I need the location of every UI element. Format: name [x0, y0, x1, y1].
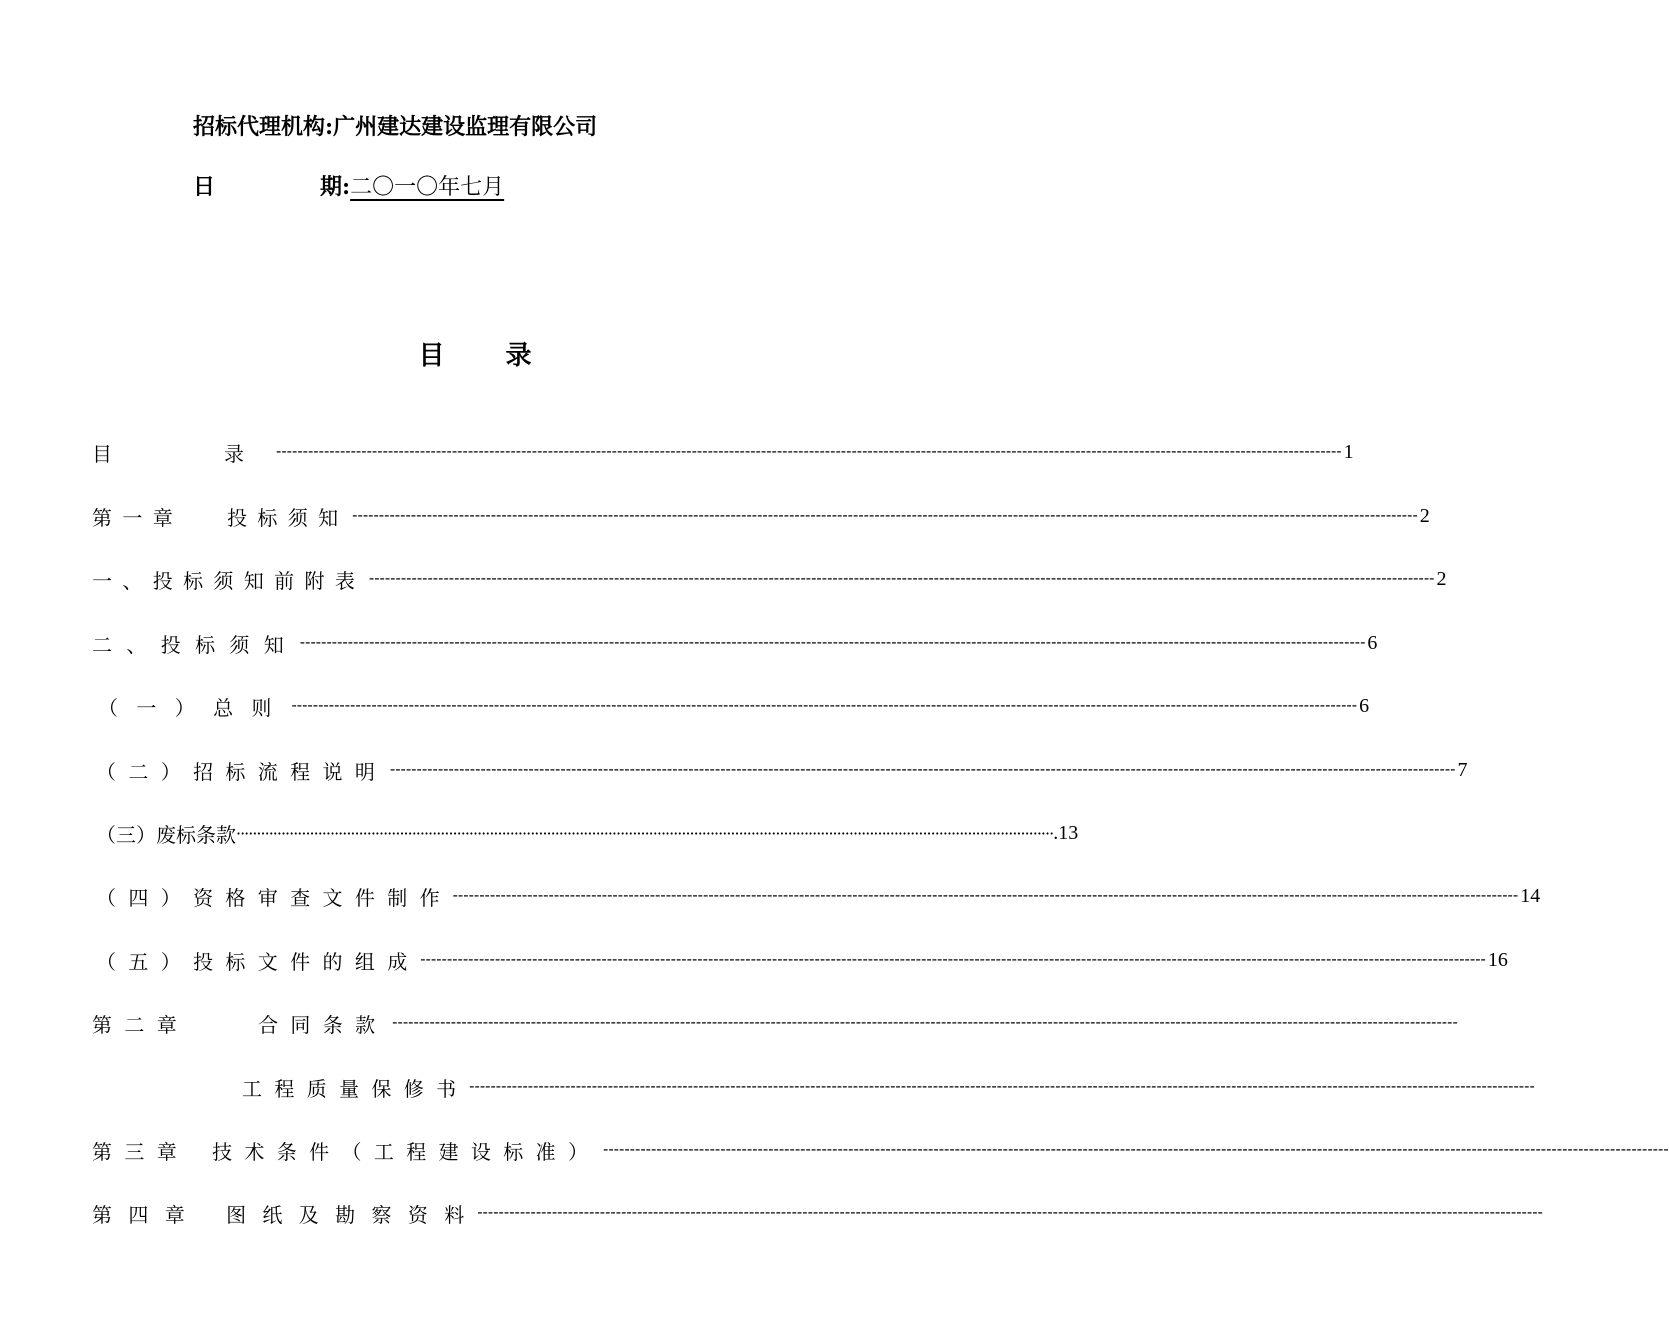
toc-leader: --------------------------------------------------------------------------------------------------------------------------------------------------------------------------------------------------------: [291, 697, 1358, 714]
toc-entry-label: 第 一 章 投 标 须 知: [92, 505, 341, 530]
toc-entry-label: 工 程 质 量 保 修 书: [242, 1076, 460, 1101]
toc-leader: --------------------------------------------------------------------------------------------------------------------------------------------------------------------------------------------------------: [392, 1014, 1458, 1031]
toc-entry-label: 二 、 投 标 须 知: [92, 632, 288, 657]
toc-entry-page: 14: [1520, 884, 1541, 907]
toc-entry[interactable]: [92, 881, 1541, 911]
toc-title: 目 录: [418, 341, 558, 371]
toc-leader: --------------------------------------------------------------------------------------------------------------------------------------------------------------------------------------------------------: [420, 951, 1486, 968]
toc-entry-label: 第 二 章 合 同 条 款: [92, 1012, 379, 1037]
toc-entry[interactable]: [92, 437, 1354, 467]
toc-leader: --------------------------------------------------------------------------------------------------------------------------------------------------------------------------------------------------------: [469, 1078, 1535, 1095]
toc-entry-label: 一 、 投 标 须 知 前 附 表: [92, 568, 357, 593]
toc-entry-label: 第 三 章 技 术 条 件 （ 工 程 建 设 标 准 ）: [92, 1139, 592, 1164]
toc-entry[interactable]: [92, 1135, 1669, 1165]
toc-leader: --------------------------------------------------------------------------------------------------------------------------------------------------------------------------------------------------------: [299, 634, 1366, 651]
toc-entry[interactable]: [92, 945, 1508, 975]
toc-entry-label: （ 四 ） 资 格 审 查 文 件 制 作: [96, 885, 443, 910]
toc-entry[interactable]: [92, 1008, 1458, 1038]
date-label-a: 日: [193, 174, 216, 200]
date-label-b: 期:: [320, 174, 351, 200]
toc-entry-page: 2: [1436, 567, 1447, 590]
toc-entry-page: 16: [1487, 948, 1508, 971]
toc-entry[interactable]: [92, 1198, 1543, 1228]
toc-entry-label: （ 二 ） 招 标 流 程 说 明: [96, 759, 378, 784]
toc-entry[interactable]: [92, 1072, 1535, 1102]
date-row: [193, 170, 504, 201]
toc-entry-label: 目 录: [92, 441, 246, 466]
toc-entry[interactable]: [92, 755, 1468, 785]
toc-entry-label: （ 一 ） 总 则: [98, 695, 278, 720]
toc-leader: --------------------------------------------------------------------------------------------------------------------------------------------------------------------------------------------------------: [452, 887, 1519, 904]
toc-entry-label: （ 五 ） 投 标 文 件 的 组 成: [96, 949, 411, 974]
toc-entry-page: 7: [1457, 758, 1468, 781]
toc-entry-page: 2: [1419, 504, 1430, 527]
toc-entry[interactable]: [92, 564, 1447, 594]
toc-entry[interactable]: [92, 818, 1079, 848]
toc-entry[interactable]: [92, 691, 1370, 721]
toc-entry[interactable]: [92, 628, 1378, 658]
toc-leader: ········································································································································································································: [236, 823, 1054, 843]
agency-row: [193, 110, 597, 141]
toc-entry-label: （三）废标条款: [96, 822, 236, 847]
toc-leader: --------------------------------------------------------------------------------------------------------------------------------------------------------------------------------------------------------: [477, 1204, 1543, 1221]
toc-leader: --------------------------------------------------------------------------------------------------------------------------------------------------------------------------------------------------------: [603, 1141, 1669, 1158]
agency-label: 招标代理机构:: [193, 114, 334, 140]
toc-leader: --------------------------------------------------------------------------------------------------------------------------------------------------------------------------------------------------------: [389, 761, 1456, 778]
toc-entry[interactable]: [92, 501, 1430, 531]
toc-entry-page: 6: [1359, 694, 1370, 717]
toc-entry-label: 第 四 章 图 纸 及 勘 察 资 料: [92, 1202, 470, 1227]
toc-leader: --------------------------------------------------------------------------------------------------------------------------------------------------------------------------------------------------------: [368, 570, 1435, 587]
toc-entry-page: .13: [1053, 821, 1079, 844]
toc-entry-page: 6: [1367, 631, 1378, 654]
toc-leader: --------------------------------------------------------------------------------------------------------------------------------------------------------------------------------------------------------: [352, 507, 1418, 524]
agency-value: 广州建达建设监理有限公司: [333, 114, 598, 140]
toc-entry-page: 1: [1343, 440, 1354, 463]
toc-leader: --------------------------------------------------------------------------------------------------------------------------------------------------------------------------------------------------------: [276, 443, 1342, 460]
date-value: 二〇一〇年七月: [350, 175, 505, 200]
